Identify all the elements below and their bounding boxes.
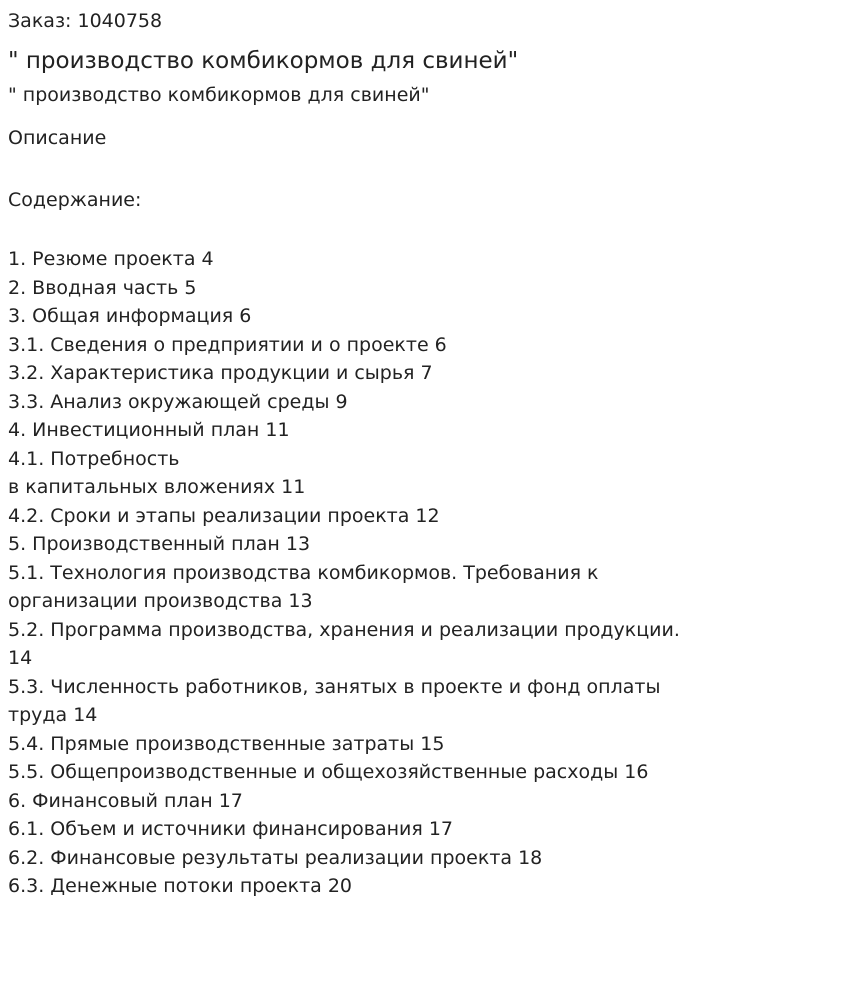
page-subtitle: " производство комбикормов для свиней" xyxy=(8,84,430,106)
toc-item: 2. Вводная часть 5 xyxy=(8,276,197,299)
toc-item: 5.1. Технология производства комбикормов. Требования к организации производства 13 xyxy=(8,561,599,612)
toc-item: 3.3. Анализ окружающей среды 9 xyxy=(8,390,348,413)
toc-item: 5.5. Общепроизводственные и общехозяйственные расходы 16 xyxy=(8,761,649,783)
toc-item: 5.2. Программа производства, хранения и реализации продукции. 14 xyxy=(8,618,680,669)
document-page xyxy=(8,0,838,901)
toc-item: 1. Резюме проекта 4 xyxy=(8,248,214,270)
toc-item: 3. Общая информация 6 xyxy=(8,305,252,327)
description-heading: Описание xyxy=(8,127,107,149)
toc-item: 6.1. Объем и источники финансирования 17 xyxy=(8,818,454,840)
toc-item: 3.1. Сведения о предприятии и о проекте 6 xyxy=(8,333,447,356)
toc-item: 6.2. Финансовые результаты реализации проекта 18 xyxy=(8,846,543,869)
table-of-contents xyxy=(8,245,688,901)
toc-item: 5.4. Прямые производственные затраты 15 xyxy=(8,732,445,755)
toc-item: 4. Инвестиционный план 11 xyxy=(8,419,290,441)
order-number: Заказ: 1040758 xyxy=(8,10,163,32)
toc-item: 6. Финансовый план 17 xyxy=(8,789,243,812)
toc-item: 5.3. Численность работников, занятых в проекте и фонд оплаты труда 14 xyxy=(8,675,661,726)
toc-item: 5. Производственный план 13 xyxy=(8,533,311,555)
toc-item: 3.2. Характеристика продукции и сырья 7 xyxy=(8,362,433,384)
toc-item: в капитальных вложениях 11 xyxy=(8,476,306,498)
toc-item: 4.2. Сроки и этапы реализации проекта 12 xyxy=(8,504,440,527)
toc-item: 6.3. Денежные потоки проекта 20 xyxy=(8,875,353,897)
contents-heading: Содержание: xyxy=(8,189,142,211)
toc-item: 4.1. Потребность xyxy=(8,447,180,470)
page-title: " производство комбикормов для свиней" xyxy=(8,48,519,74)
